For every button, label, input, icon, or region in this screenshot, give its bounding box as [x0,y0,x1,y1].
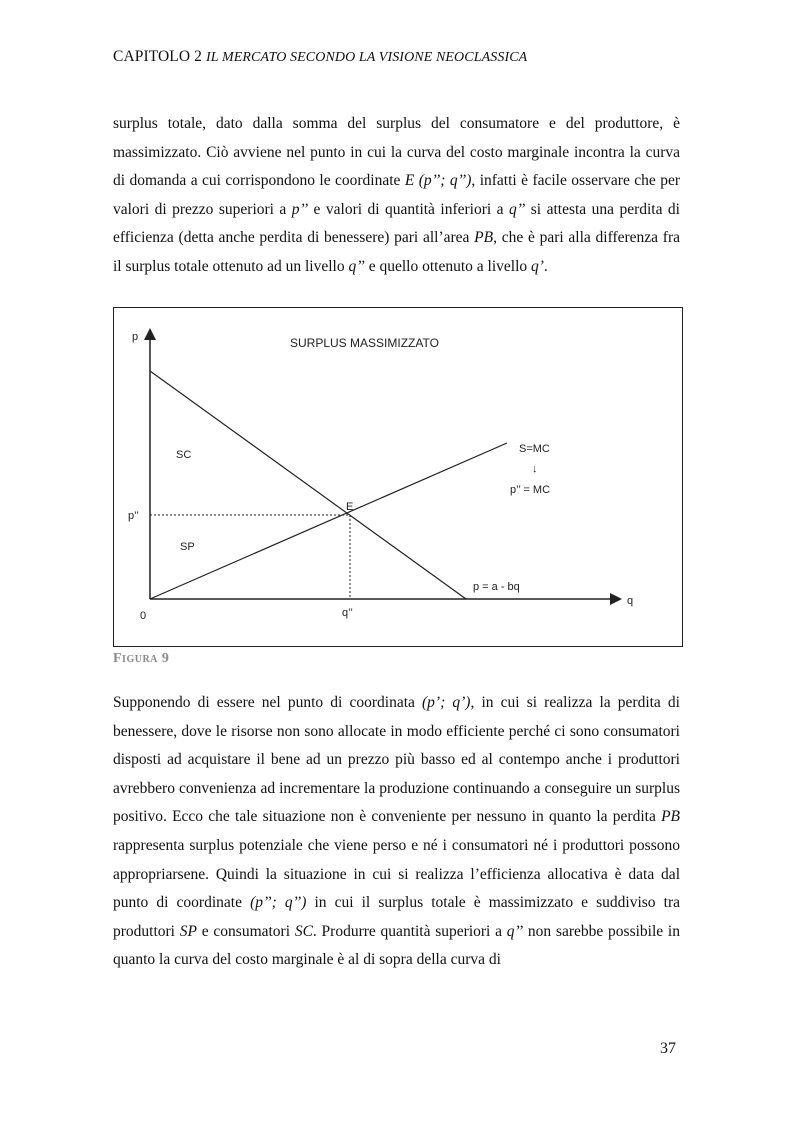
equilibrium-label: E [346,501,354,513]
text-span: q’’ [348,257,365,275]
text-span: q’’ [506,922,524,940]
paragraph-1 [113,110,680,282]
text-span: PB [474,229,494,247]
text-span: e quello ottenuto a livello [364,257,531,275]
page-number: 37 [660,1040,676,1057]
text-span: (p’’; q’’) [250,894,307,912]
text-span: surplus totale, dato dalla somma del surplus del consumatore e del produttore, è massimizzato. Ciò avviene nel punto in cui la curva del costo marginale incontra la curva di domanda a cui corrispondono le coordinate [113,115,680,190]
price-tick-label: p’’ [128,510,139,522]
text-span: SC [294,922,313,940]
figure-caption: Figura 9 [113,651,170,666]
text-span: non sarebbe possibile in quanto la curva del costo marginale è al di sopra della curva di [113,922,680,969]
supply-curve [150,443,507,599]
text-span: PB [661,808,680,826]
chapter-label: CAPITOLO 2 [113,48,202,65]
demand-curve-label: p = a - bq [473,581,520,593]
text-span: e valori di quantità inferiori a [308,200,509,218]
surplus-chart-svg [114,308,682,646]
origin-label: 0 [140,610,147,622]
chapter-title: IL MERCATO SECONDO LA VISIONE NEOCLASSICA [205,50,528,65]
text-span: p’’ [291,200,309,218]
supply-arrow-glyph: ↓ [532,463,538,475]
text-span: in cui il surplus totale è massimizzato e suddiviso tra produttori [113,894,680,940]
demand-curve [150,371,466,599]
text-span: rappresenta surplus potenziale che viene perso e né i consumatori né i produttori possono appropriarsene. Quindi la situazione in cui si realizza l’efficienza allocativa è data dal punto di coordinate [113,836,680,912]
text-span: E (p’’; q’’) [404,172,472,190]
text-span: . [543,257,548,275]
x-axis-label: q [627,595,634,607]
paragraph-2 [113,689,680,975]
area-label-sc: SC [176,449,192,461]
supply-note-label: p’’ = MC [510,484,551,496]
text-span: q’ [531,257,544,275]
quantity-tick-label: q’’ [342,607,353,619]
supply-curve-label: S=MC [519,443,550,455]
running-header [113,48,527,66]
figure-surplus-chart [113,307,683,647]
text-span: si attesta una perdita di efficienza (detta anche perdita di benessere) pari all’area [113,200,680,247]
chart-title: SURPLUS MASSIMIZZATO [290,336,439,350]
text-span: q’’ [508,200,526,218]
text-span: . Produrre quantità superiori a [312,922,507,940]
area-label-sp: SP [180,541,195,553]
text-span: (p’; q’) [422,694,471,711]
text-span: , infatti è facile osservare che per valori di prezzo superiori a [113,172,680,218]
text-span: Supponendo di essere nel punto di coordinata [113,694,423,711]
y-axis-label: p [132,331,139,343]
text-span: e consumatori [196,922,295,940]
text-span: , che è pari alla differenza fra il surplus totale ottenuto ad un livello [113,229,680,275]
text-span: , in cui si realizza la perdita di benessere, dove le risorse non sono allocate in modo efficiente perché ci sono consumatori disposti ad acquistare il bene ad un prezzo più basso ed al contempo anche i produttori avrebbero convenienza ad incrementare la produzione continuando a conseguire un surplus positivo. Ecco che tale situazione non è conveniente per nessuno in quanto la perdita [113,694,680,826]
text-span: SP [179,922,197,940]
